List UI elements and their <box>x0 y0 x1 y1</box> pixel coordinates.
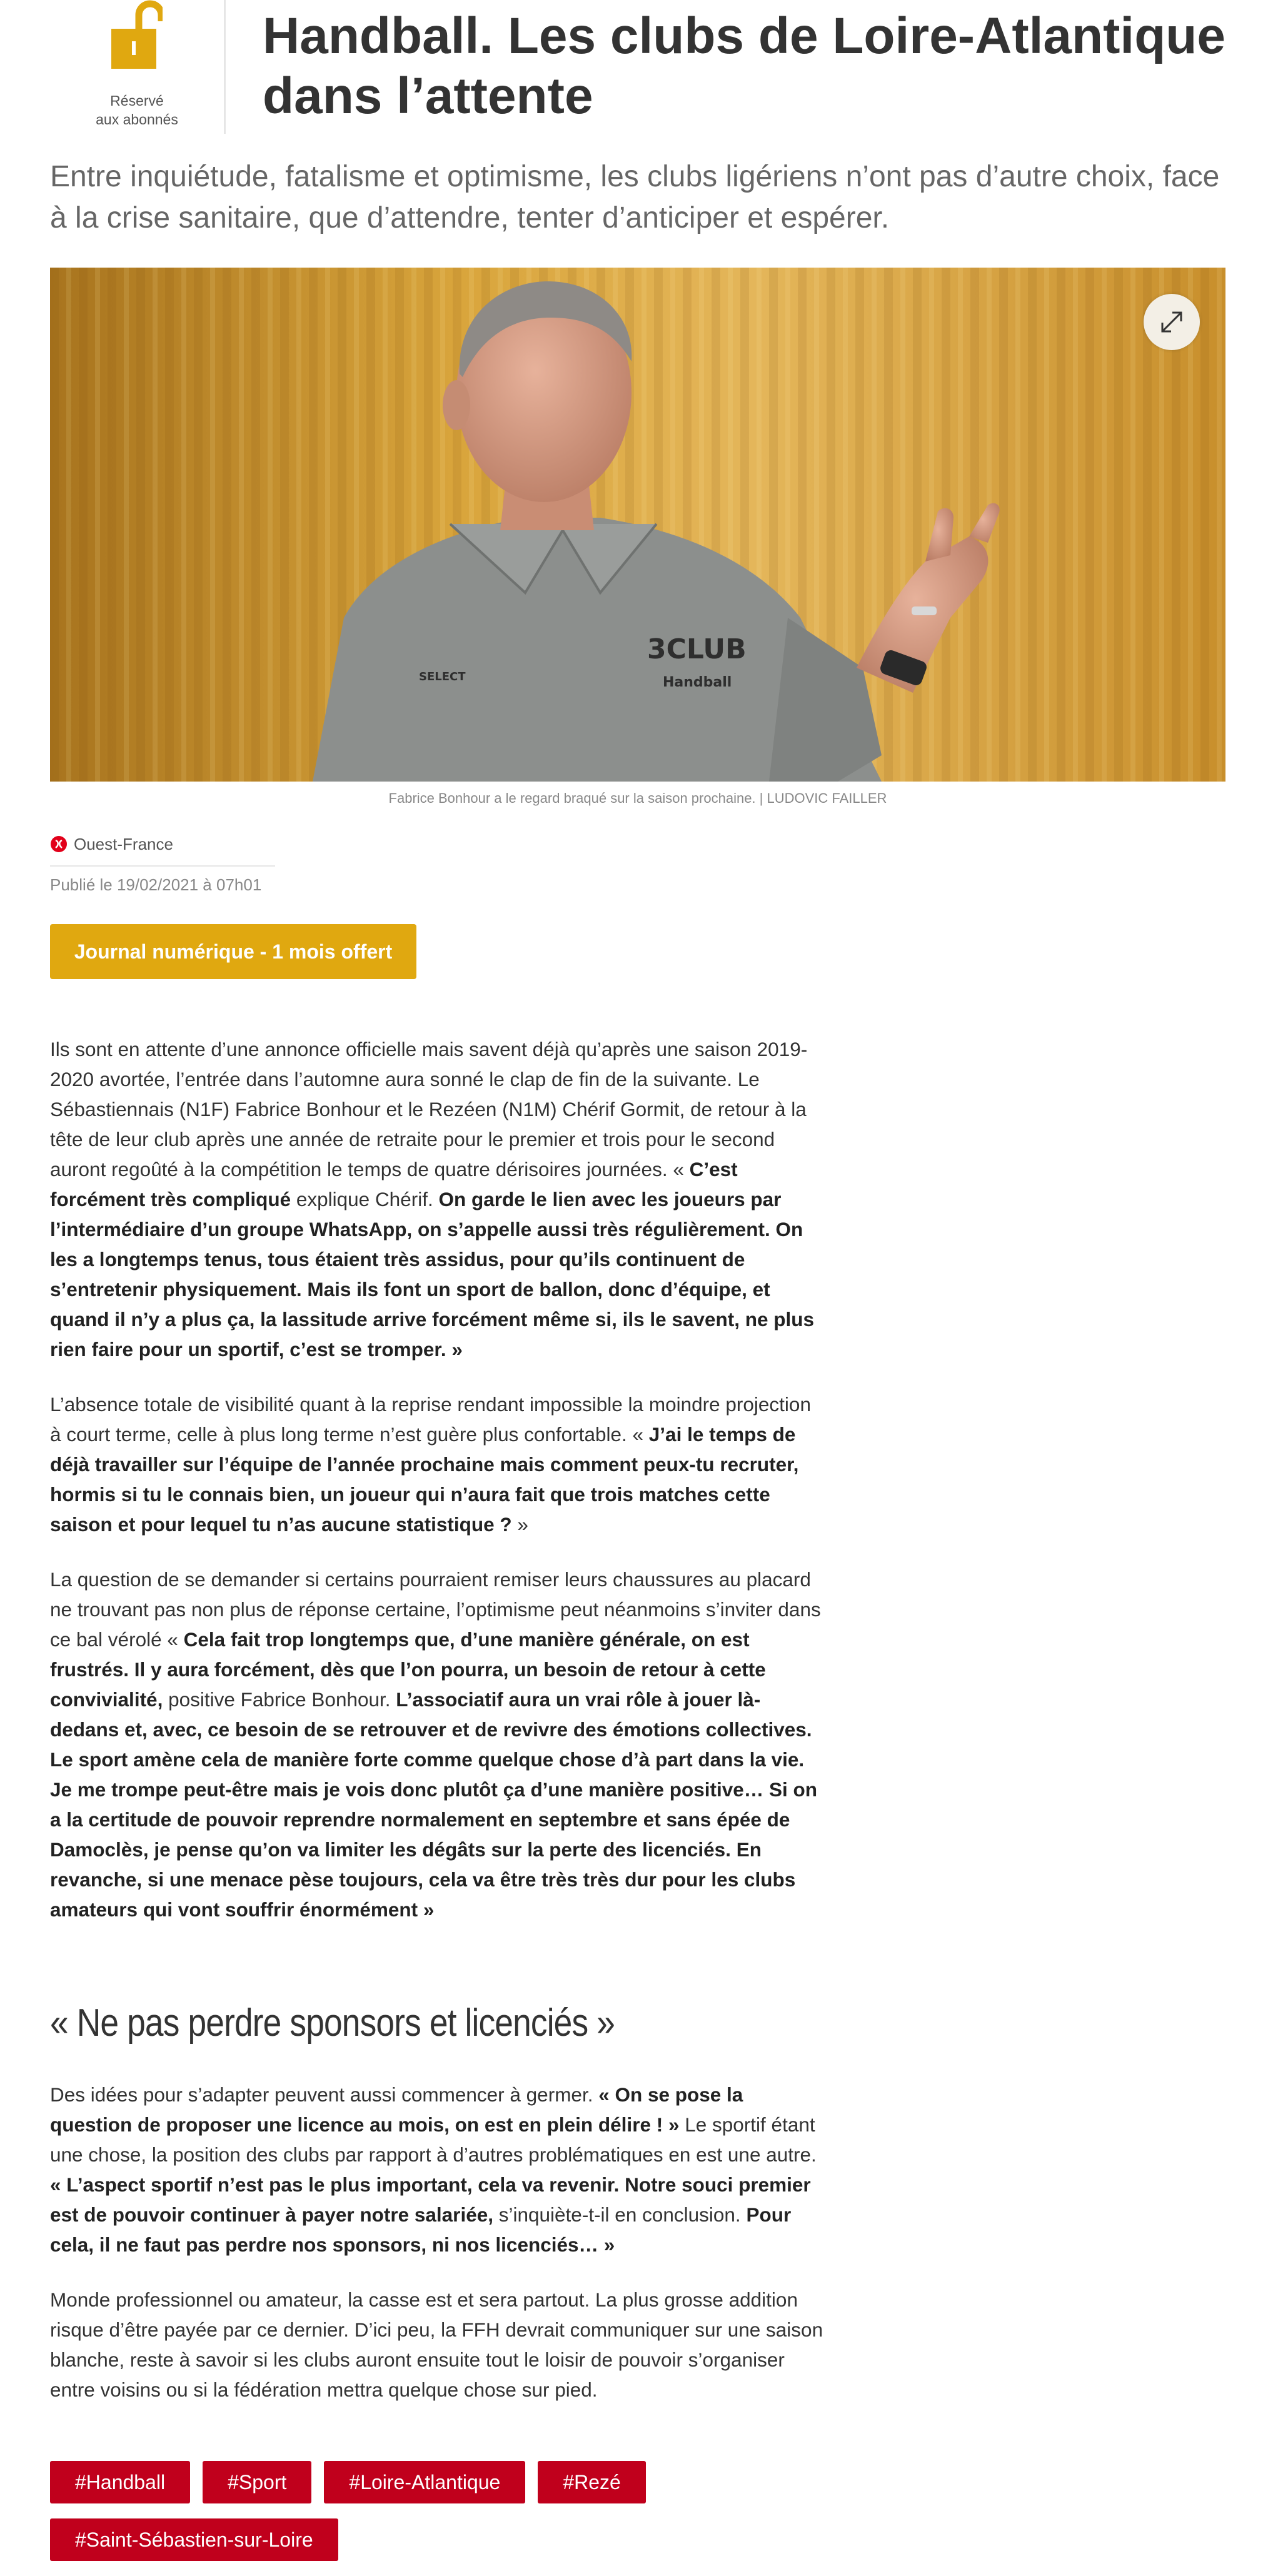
article-photo[interactable] <box>50 268 1225 782</box>
subscriber-badge <box>50 0 226 134</box>
shirt-text-handball: Handball <box>663 675 732 690</box>
photo-illustration <box>50 268 1225 782</box>
paragraph-3: La question de se demander si certains pourraient remiser leurs chaussures au placard ne trouvant pas non plus de réponse certaine, l’optimisme peut néanmoins s’inviter dans ce bal vérolé « Cela fait trop longtemps que, d’une manière générale, on est frustrés. Il y aura forcément, dès que l’on pourra, un besoin de retour à cette convivialité, positive Fabrice Bonhour. L’associatif aura un vrai rôle à jouer là-dedans et, avec, ce besoin de se retrouver et de revivre des émotions collectives. Le sport amène cela de manière forte comme quelque chose d’à part dans la vie. Je me trompe peut-être mais je vois donc plutôt ça d’une manière positive… Si on a la certitude de pouvoir reprendre normalement en septembre et sans épée de Damoclès, je pense qu’on va limiter les dégâts sur la perte des licenciés. En revanche, si une menace pèse toujours, cela va être très très dur pour les clubs amateurs qui vont souffrir énormément » <box>50 1568 821 1921</box>
open-padlock-icon <box>111 0 163 69</box>
tag-sport[interactable]: #Sport <box>203 2461 311 2503</box>
shirt-brand: SELECT <box>419 670 466 683</box>
photo-caption: Fabrice Bonhour a le regard braqué sur la saison prochaine. | LUDOVIC FAILLER <box>388 790 887 806</box>
source-block <box>50 835 275 867</box>
tag-list <box>50 2461 825 2576</box>
source-name[interactable]: Ouest-France <box>74 835 173 853</box>
subscribe-button[interactable]: Journal numérique - 1 mois offert <box>50 924 416 979</box>
article-body-continued <box>50 2080 825 2430</box>
tag-saint-sebastien-sur-loire[interactable]: #Saint-Sébastien-sur-Loire <box>50 2518 338 2561</box>
section-subheading: « Ne pas perdre sponsors et licenciés » <box>50 2001 615 2045</box>
paragraph-5: Monde professionnel ou amateur, la casse est et sera partout. La plus grosse addition risque d’être payée par ce dernier. D’ici peu, la FFH devrait communiquer sur une saison blanche, reste à savoir si les clubs auront ensuite tout le loisir de pouvoir s’organiser entre voisins ou si la fédération mettra quelque chose sur pied. <box>50 2288 823 2401</box>
article-lead: Entre inquiétude, fatalisme et optimisme, les clubs ligériens n’ont pas d’autre choix, face à la crise sanitaire, que d’attendre, tenter d’anticiper et espérer. <box>50 160 1220 234</box>
paragraph-2: L’absence totale de visibilité quant à la reprise rendant impossible la moindre projection à court terme, celle à plus long terme n’est guère plus confortable. « J’ai le temps de déjà travailler sur l’équipe de l’année prochaine mais comment peux-tu recruter, hormis si tu le connais bien, un joueur qui n’aura fait que trois matches cette saison et pour lequel tu n’as aucune statistique ? » <box>50 1393 811 1536</box>
paragraph-1: Ils sont en attente d’une annonce officielle mais savent déjà qu’après une saison 2019-2020 avortée, l’entrée dans l’automne aura sonné le clap de fin de la suivante. Le Sébastiennais (N1F) Fabrice Bonhour et le Rezéen (N1M) Chérif Gormit, de retour à la tête de leur club après une année de retraite pour le premier et trois pour le second auront regoûté à la compétition le temps de quatre dérisoires journées. « C’est forcément très compliqué explique Chérif. On garde le lien avec les joueurs par l’intermédiaire d’un groupe WhatsApp, on s’appelle aussi très régulièrement. On les a longtemps tenus, tous étaient très assidus, pour qu’ils continuent de s’entretenir physiquement. Mais ils font un sport de ballon, donc d’équipe, et quand il n’y a plus ça, la lassitude arrive forcément même si, ils le savent, ne plus rien faire pour un sportif, c’est se tromper. » <box>50 1038 814 1361</box>
shirt-text-club: 3CLUB <box>647 633 747 665</box>
publication-date: Publié le 19/02/2021 à 07h01 <box>50 875 262 894</box>
expand-icon <box>1144 294 1200 350</box>
ouest-france-logo <box>50 835 68 853</box>
tag-loire-atlantique[interactable]: #Loire-Atlantique <box>324 2461 525 2503</box>
article-body <box>50 1034 825 1950</box>
paragraph-4: Des idées pour s’adapter peuvent aussi commencer à germer. « On se pose la question de proposer une licence au mois, on est en plein délire ! » Le sportif étant une chose, la position des clubs par rapport à d’autres problématiques en est une autre. « L’aspect sportif n’est pas le plus important, cela va revenir. Notre souci premier est de pouvoir continuer à payer notre salariée, s’inquiète-t-il en conclusion. Pour cela, il ne faut pas perdre nos sponsors, ni nos licenciés… » <box>50 2083 817 2256</box>
subscriber-badge-label: Réservé aux abonnés <box>96 93 178 128</box>
tag-handball[interactable]: #Handball <box>50 2461 190 2503</box>
article-header <box>50 0 1225 134</box>
expand-photo-button[interactable] <box>1144 294 1200 350</box>
page-title: Handball. Les clubs de Loire-Atlantique dans l’attente <box>263 8 1225 124</box>
tag-reze[interactable]: #Rezé <box>538 2461 646 2503</box>
